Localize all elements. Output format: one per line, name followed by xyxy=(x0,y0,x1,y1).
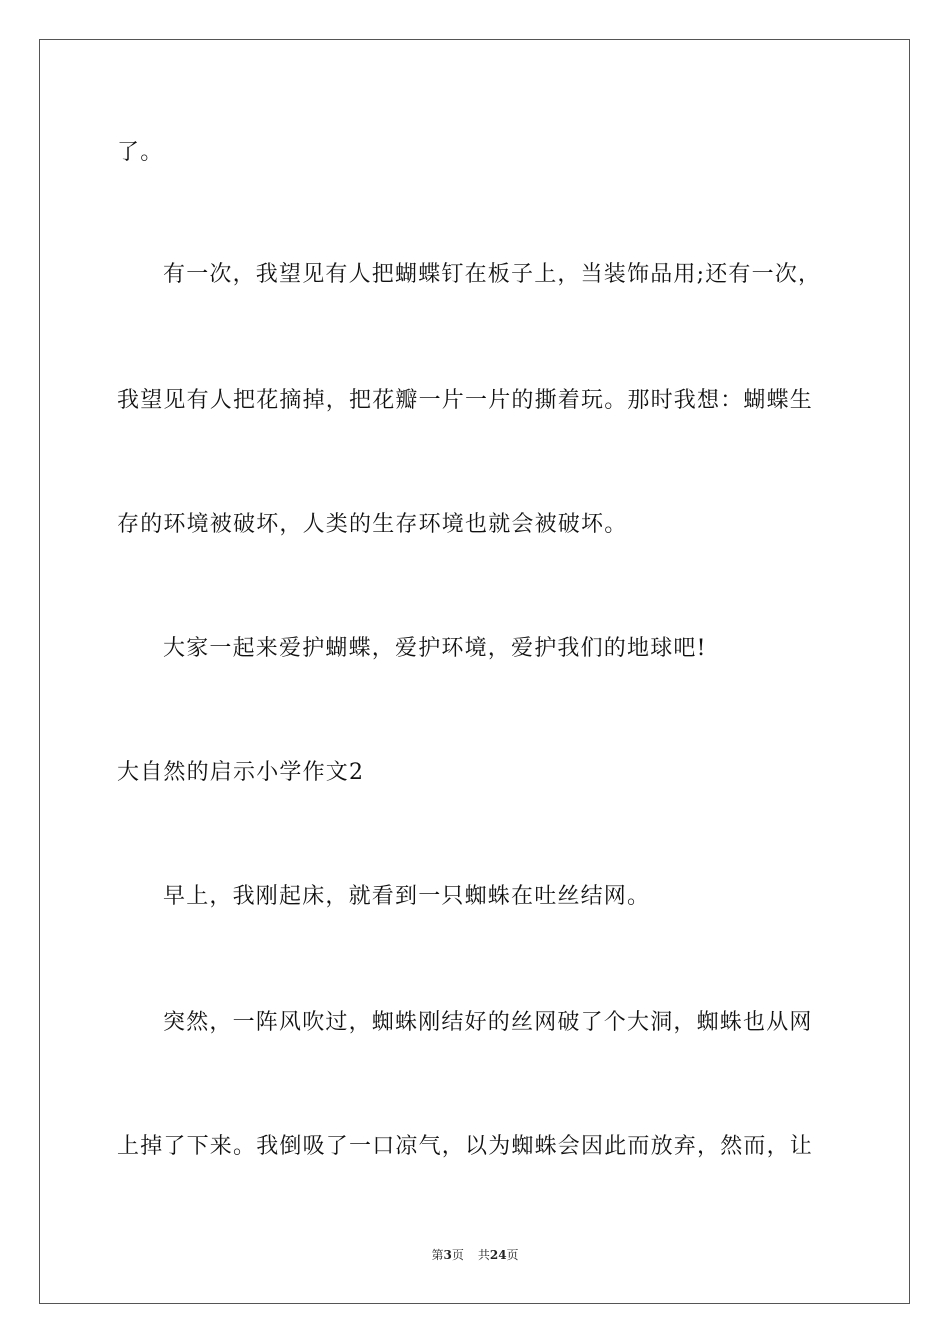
text-line-continuation: 了。 xyxy=(117,140,164,165)
page-footer xyxy=(0,1247,950,1263)
footer-total-pages: 24 xyxy=(489,1248,507,1262)
footer-total-suffix: 页 xyxy=(506,1248,519,1262)
footer-page-suffix: 页 xyxy=(451,1248,464,1262)
text-line: 上掉了下来。我倒吸了一口凉气，以为蜘蛛会因此而放弃，然而，让 xyxy=(117,1134,814,1159)
text-line-paragraph-start: 早上，我刚起床，就看到一只蜘蛛在吐丝结网。 xyxy=(163,884,651,909)
text-line: 我望见有人把花摘掉，把花瓣一片一片的撕着玩。那时我想：蝴蝶生 xyxy=(117,388,814,413)
text-line-paragraph-start: 有一次，我望见有人把蝴蝶钉在板子上，当装饰品用;还有一次， xyxy=(163,262,822,287)
page-frame xyxy=(39,39,910,1304)
text-line-paragraph-start: 大家一起来爱护蝴蝶，爱护环境，爱护我们的地球吧! xyxy=(163,636,707,661)
footer-page-number: 3 xyxy=(443,1248,452,1262)
footer-page-prefix: 第 xyxy=(431,1248,444,1262)
text-line-paragraph-start: 突然，一阵风吹过，蜘蛛刚结好的丝网破了个大洞，蜘蛛也从网 xyxy=(163,1010,813,1035)
section-heading: 大自然的启示小学作文2 xyxy=(117,760,365,785)
text-line: 存的环境被破坏，人类的生存环境也就会被破坏。 xyxy=(117,512,628,537)
footer-total-prefix: 共 xyxy=(477,1248,490,1262)
